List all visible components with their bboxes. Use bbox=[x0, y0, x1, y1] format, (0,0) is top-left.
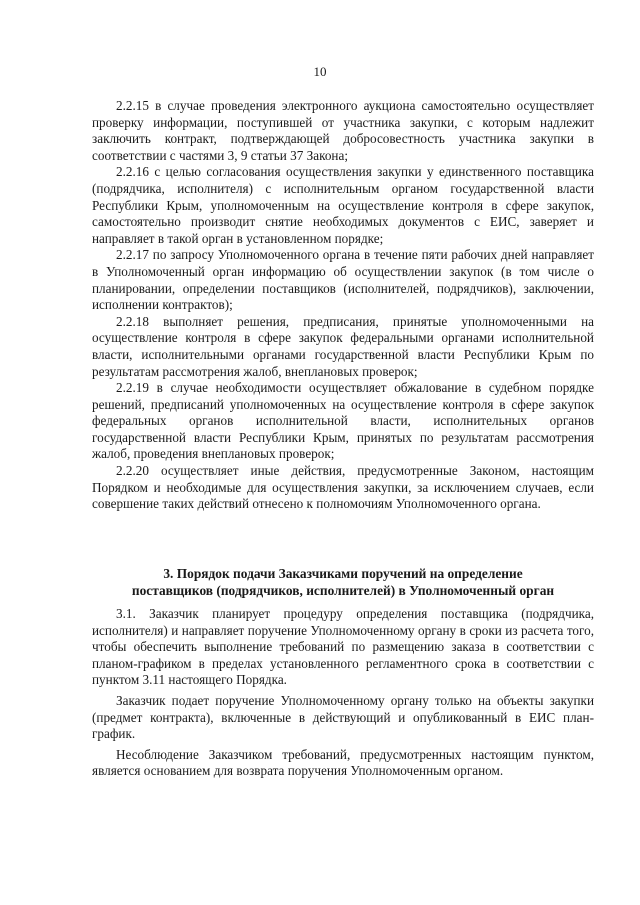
clause-2-2-19: 2.2.19 в случае необходимости осуществляет обжалование в судебном порядке решений, предписаний уполномоченных на осуществление контроля в сфере закупок федеральных органов исполнительной власти, исполнительных органов государственной власти Республики Крым, принятых по результатам рассмотрения жалоб, проведения внеплановых проверок; bbox=[92, 380, 594, 462]
clause-2-2-20: 2.2.20 осуществляет иные действия, предусмотренные Законом, настоящим Порядком и необходимые для осуществления закупки, за исключением случаев, если совершение таких действий отнесено к полномочиям Уполномоченного органа. bbox=[92, 463, 594, 512]
clause-3-1-order-scope: Заказчик подает поручение Уполномоченному органу только на объекты закупки (предмет контракта), включенные в действующий и опубликованный в ЕИС план-график. bbox=[92, 692, 594, 742]
clause-3-1: 3.1. Заказчик планирует процедуру определения поставщика (подрядчика, исполнителя) и направляет поручение Уполномоченному органу в сроки из расчета того, чтобы обеспечить выполнение требований по размещению заказа в соответствии с планом-графиком в пределах установленного регламентного срока в соответствии с пунктом 3.11 настоящего Порядка. bbox=[92, 606, 594, 688]
clause-2-2-17: 2.2.17 по запросу Уполномоченного органа в течение пяти рабочих дней направляет в Уполномоченный орган информацию об осуществлении закупок (в том числе о планировании, определении поставщиков (исполнителей, подрядчиков), заключении, исполнении контрактов); bbox=[92, 247, 594, 313]
page-number: 10 bbox=[313, 64, 327, 79]
section-3-heading-line-2: поставщиков (подрядчиков, исполнителей) в Уполномоченный орган bbox=[131, 583, 555, 598]
section-3-heading-line-1: 3. Порядок подачи Заказчиками поручений на определение bbox=[163, 566, 523, 581]
section-3-heading bbox=[92, 565, 594, 599]
clause-2-2-18: 2.2.18 выполняет решения, предписания, принятые уполномоченными на осуществление контроля в сфере закупок федеральными органами исполнительной власти, исполнительными органами государственной власти Республики Крым по результатам рассмотрения жалоб, внеплановых проверок; bbox=[92, 313, 594, 379]
section-2-clauses bbox=[92, 98, 594, 513]
section-3-body bbox=[92, 606, 594, 780]
clause-2-2-16: 2.2.16 с целью согласования осуществления закупки у единственного поставщика (подрядчика, исполнителя) с исполнительным органом государственной власти Республики Крым, уполномоченным на осуществление контроля в сфере закупок, самостоятельно производит снятие необходимых документов с ЕИС, заверяет и направляет в такой орган в установленном порядке; bbox=[92, 164, 594, 246]
clause-2-2-15: 2.2.15 в случае проведения электронного аукциона самостоятельно осуществляет проверку информации, поступившей от участника закупки, с которым надлежит заключить контракт, подтверждающей добросовестность участника закупки в соответствии с частями 3, 9 статьи 37 Закона; bbox=[92, 98, 594, 163]
clause-3-1-noncompliance: Несоблюдение Заказчиком требований, предусмотренных настоящим пунктом, является основанием для возврата поручения Уполномоченным органом. bbox=[92, 746, 594, 779]
